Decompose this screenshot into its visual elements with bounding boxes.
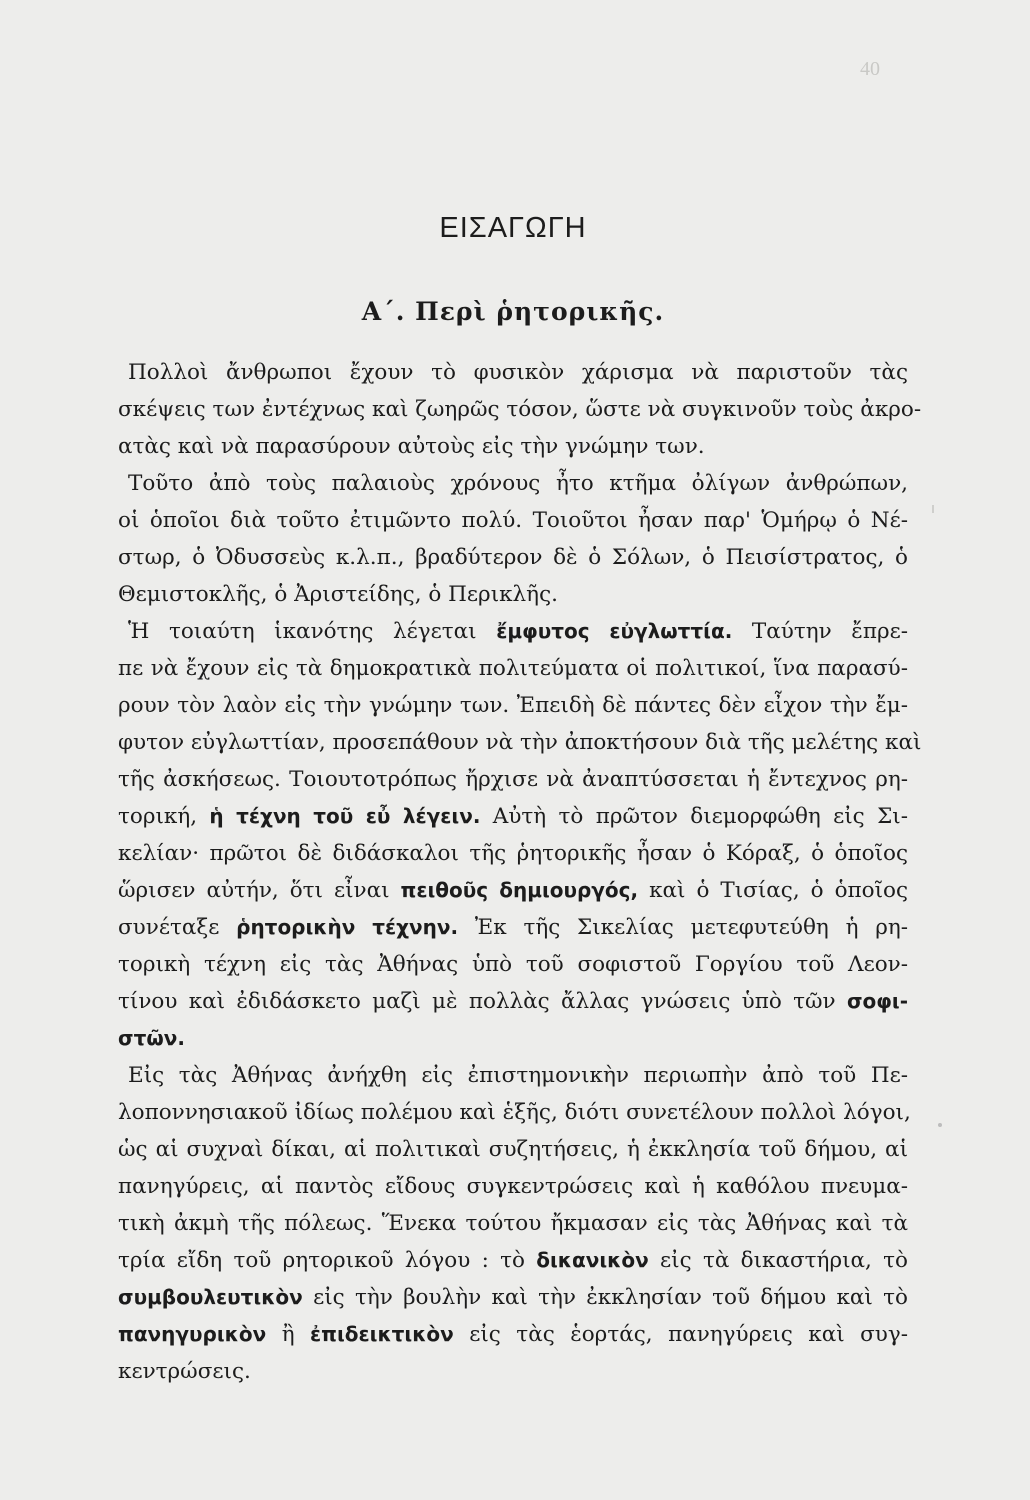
text-segment: ατὰς καὶ νὰ παρασύρουν αὐτοὺς εἰς τὴν γνώμην των. — [118, 434, 705, 459]
text-segment: ἢ — [266, 1322, 311, 1347]
text-segment: εἰς τὰς ἑορτάς, πανηγύρεις καὶ συγ- — [453, 1322, 908, 1347]
text-line — [118, 872, 908, 909]
page-title: ΕΙΣΑΓΩΓΗ — [439, 212, 587, 244]
document-body — [118, 212, 922, 1390]
text-line — [118, 1057, 908, 1094]
text-line — [118, 724, 922, 761]
text-segment: ὡς αἱ συχναὶ δίκαι, αἱ πολιτικαὶ συζητήσεις, ἡ ἐκκλησία τοῦ δήμου, αἱ — [118, 1137, 908, 1162]
emphasized-term: ἔμφυτος εὐγλωττία. — [496, 619, 733, 643]
text-segment: κεντρώσεις. — [118, 1359, 251, 1384]
text-line — [118, 539, 908, 576]
paragraphs-container — [118, 354, 922, 1390]
text-segment: Πολλοὶ ἄνθρωποι ἔχουν τὸ φυσικὸν χάρισμα νὰ παριστοῦν τὰς — [128, 360, 908, 385]
text-segment: εἰς τὴν βουλὴν καὶ τὴν ἐκκλησίαν τοῦ δήμου καὶ τὸ — [302, 1285, 908, 1310]
text-line — [118, 1316, 908, 1353]
text-line — [118, 835, 908, 872]
text-line — [118, 983, 908, 1020]
text-segment: πανηγύρεις, αἱ παντὸς εἴδους συγκεντρώσεις καὶ ἡ καθόλου πνευμα- — [118, 1174, 908, 1199]
text-line — [118, 613, 908, 650]
emphasized-term: συμβουλευτικὸν — [118, 1285, 303, 1309]
paragraph — [118, 354, 922, 465]
text-segment: Τοῦτο ἀπὸ τοὺς παλαιοὺς χρόνους ἦτο κτῆμα ὀλίγων ἀνθρώπων, — [128, 471, 908, 496]
text-segment: πε νὰ ἔχουν εἰς τὰ δημοκρατικὰ πολιτεύματα οἱ πολιτικοί, ἵνα παρασύ- — [118, 656, 908, 681]
margin-dot — [938, 1123, 942, 1127]
text-segment: Αὐτὴ τὸ πρῶτον διεμορφώθη εἰς Σι- — [480, 804, 908, 829]
text-segment: τίνου καὶ ἐδιδάσκετο μαζὶ μὲ πολλὰς ἄλλας γνώσεις ὑπὸ τῶν — [118, 989, 847, 1014]
emphasized-term: σοφι- — [846, 989, 908, 1013]
paragraph — [118, 613, 922, 1057]
page-number: 40 — [860, 58, 880, 80]
text-line — [118, 946, 908, 983]
text-line — [118, 1279, 908, 1316]
emphasized-term: στῶν. — [118, 1026, 185, 1050]
text-line — [118, 354, 908, 391]
paragraph — [118, 1057, 911, 1390]
text-segment: τορικὴ τέχνη εἰς τὰς Ἀθήνας ὑπὸ τοῦ σοφιστοῦ Γοργίου τοῦ Λεον- — [118, 952, 908, 977]
text-line — [118, 428, 908, 465]
text-segment: Εἰς τὰς Ἀθήνας ἀνήχθη εἰς ἐπιστημονικὴν περιωπὴν ἀπὸ τοῦ Πε- — [128, 1063, 908, 1088]
text-line — [118, 1353, 908, 1390]
text-segment: λοποννησιακοῦ ἰδίως πολέμου καὶ ἑξῆς, διότι συνετέλουν πολλοὶ λόγοι, — [118, 1100, 911, 1125]
emphasized-term: ἐπιδεικτικὸν — [310, 1322, 454, 1346]
text-segment: οἱ ὁποῖοι διὰ τοῦτο ἐτιμῶντο πολύ. Τοιοῦτοι ἦσαν παρ' Ὁμήρῳ ὁ Νέ- — [118, 508, 908, 533]
emphasized-term: πειθοῦς δημιουργός, — [400, 878, 639, 902]
text-line — [118, 1168, 908, 1205]
text-line — [118, 502, 908, 539]
text-segment: ρουν τὸν λαὸν εἰς τὴν γνώμην των. Ἐπειδὴ δὲ πάντες δὲν εἶχον τὴν ἔμ- — [118, 693, 908, 718]
margin-mark — [932, 505, 934, 513]
bleed-through-text — [160, 106, 920, 137]
text-segment: τικὴ ἀκμὴ τῆς πόλεως. Ἕνεκα τούτου ἤκμασαν εἰς τὰς Ἀθήνας καὶ τὰ — [118, 1211, 908, 1236]
text-line — [118, 687, 908, 724]
text-segment: τῆς ἀσκήσεως. Τοιουτοτρόπως ἤρχισε νὰ ἀναπτύσσεται ἡ ἔντεχνος ρη- — [118, 767, 908, 792]
text-segment: ὥρισεν αὐτήν, ὅτι εἶναι — [118, 878, 401, 903]
text-line — [118, 650, 908, 687]
text-line — [118, 1094, 911, 1131]
emphasized-term: ῥητορικὴν τέχνην. — [236, 915, 459, 939]
paragraph — [118, 465, 908, 613]
emphasized-term: δικανικὸν — [536, 1248, 649, 1272]
text-segment: τρία εἴδη τοῦ ρητορικοῦ λόγου : τὸ — [118, 1248, 537, 1273]
text-line — [118, 1205, 908, 1242]
text-segment: Ἐκ τῆς Σικελίας μετεφυτεύθη ἡ ρη- — [458, 915, 908, 940]
text-segment: καὶ ὁ Τισίας, ὁ ὁποῖος — [638, 878, 909, 903]
text-segment: στωρ, ὁ Ὀδυσσεὺς κ.λ.π., βραδύτερον δὲ ὁ Σόλων, ὁ Πεισίστρατος, ὁ — [118, 545, 908, 570]
text-segment: σκέψεις των ἐντέχνως καὶ ζωηρῶς τόσον, ὥστε νὰ συγκινοῦν τοὺς ἀκρο- — [118, 397, 922, 422]
emphasized-term: ἡ τέχνη τοῦ εὖ λέγειν. — [209, 804, 481, 828]
text-line — [118, 391, 922, 428]
text-segment: Ἡ τοιαύτη ἱκανότης λέγεται — [128, 619, 497, 644]
text-segment: τορική, — [118, 804, 210, 829]
text-segment: συνέταξε — [118, 915, 237, 940]
text-line — [118, 1131, 908, 1168]
text-line — [118, 798, 908, 835]
text-segment: εἰς τὰ δικαστήρια, τὸ — [648, 1248, 908, 1273]
text-line — [118, 761, 908, 798]
text-segment: Ταύτην ἔπρε- — [732, 619, 909, 644]
text-line — [118, 909, 908, 946]
text-line — [118, 1020, 908, 1057]
section-heading: Α΄. Περὶ ῥητορικῆς. — [361, 297, 665, 326]
text-segment: Θεμιστοκλῆς, ὁ Ἀριστείδης, ὁ Περικλῆς. — [118, 582, 558, 607]
text-line — [118, 465, 908, 502]
emphasized-term: πανηγυρικὸν — [118, 1322, 267, 1346]
text-segment: φυτον εὐγλωττίαν, προσεπάθουν νὰ τὴν ἀποκτήσουν διὰ τῆς μελέτης καὶ — [118, 730, 922, 755]
text-segment: κελίαν· πρῶτοι δὲ διδάσκαλοι τῆς ῥητορικῆς ἦσαν ὁ Κόραξ, ὁ ὁποῖος — [118, 841, 908, 866]
text-line — [118, 1242, 908, 1279]
text-line — [118, 576, 908, 613]
